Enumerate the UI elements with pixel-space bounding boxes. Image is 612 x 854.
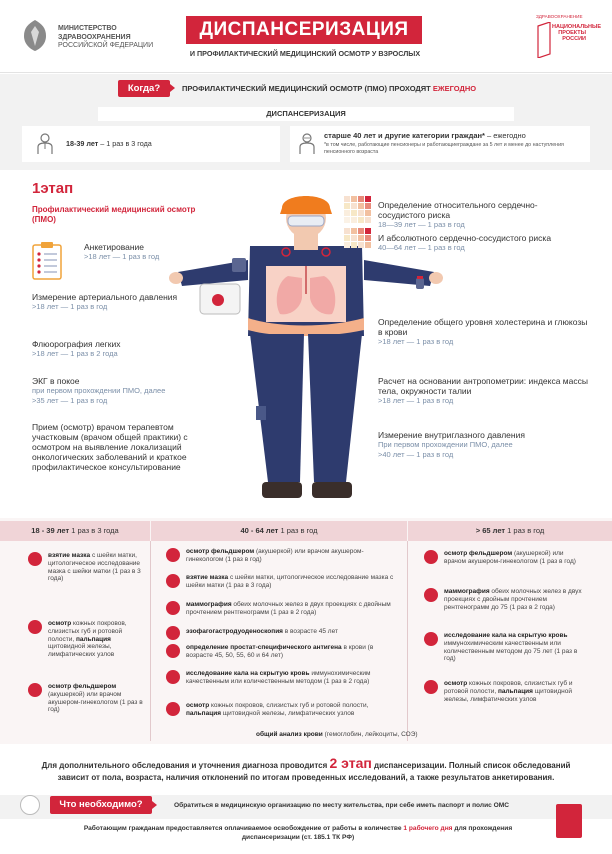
- cell-text: обеих молочных желез в двух проекциях с двойным прочтением рентгенограмм до 75 (1 раз в 2 года): [444, 588, 582, 611]
- cell-bold: осмотр: [48, 620, 72, 627]
- table-head: [408, 521, 612, 541]
- exam-icon: [166, 574, 180, 588]
- stage2-text: зависит от пола, возраста, наличия отклонений по итогам проведенных исследований, а также результатов анкетирования.: [57, 773, 555, 782]
- table-cell: [186, 574, 400, 590]
- table-cell: [186, 548, 400, 564]
- passport-icon: [20, 795, 40, 815]
- table-head-freq: 1 раз в 3 года: [69, 526, 119, 535]
- person-icon: [36, 133, 54, 155]
- cell-bold: маммография: [186, 601, 232, 608]
- blood-test-row: [256, 731, 418, 738]
- table-cell: [186, 702, 400, 718]
- np-flag-icon: [536, 22, 552, 58]
- when-text-main: ПРОФИЛАКТИЧЕСКИЙ МЕДИЦИНСКИЙ ОСМОТР (ПМО) ПРОХОДЯТ: [182, 84, 433, 93]
- left-item: [32, 339, 182, 359]
- cell-text: иммунохимическим качественным или количественным методом до 75 лет (1 раз в год): [444, 639, 578, 663]
- cell-text: кожных покровов, слизистых губ и ротовой полости,: [444, 680, 573, 695]
- right-item-title: Определение относительного сердечно-сосудистого риска: [378, 200, 538, 220]
- arrow-right-icon: [170, 84, 175, 92]
- cell-text: в возрасте 45 лет: [282, 628, 338, 635]
- table-cell: [48, 620, 144, 659]
- when-frequency: ЕЖЕГОДНО: [432, 84, 477, 93]
- right-item-sub: 18—39 лет — 1 раз в год: [378, 220, 465, 229]
- right-item: [378, 200, 578, 230]
- card-young-text: [66, 139, 152, 148]
- table-cell: [186, 628, 400, 636]
- stage2-text: диспансеризации. Полный список обследований: [371, 761, 571, 770]
- cell-text: (гемоглобин, лейкоциты, СОЭ): [322, 731, 418, 738]
- cell-bold: эзофагогастродуоденоскопия: [186, 628, 283, 635]
- card-old-title: старше 40 лет и другие категории граждан*: [324, 131, 485, 140]
- cell-bold: осмотр фельдшером: [186, 548, 255, 555]
- left-item-title: ЭКГ в покое: [32, 376, 80, 386]
- ministry-logo: [20, 18, 180, 58]
- exam-icon: [28, 620, 42, 634]
- test-tube-icon: [414, 276, 426, 290]
- cell-text: щитовидной железы, лимфатических узлов: [221, 709, 355, 717]
- right-item-sub: >40 лет — 1 раз в год: [378, 449, 454, 459]
- exam-icon: [424, 550, 438, 564]
- national-projects-logo: [530, 12, 602, 62]
- clipboard-icon: [30, 240, 64, 280]
- left-item-title: Флюорография легких: [32, 339, 121, 349]
- when-label: Когда?: [118, 80, 170, 97]
- arrow-right-icon: [152, 801, 157, 809]
- cell-text: иммунохимическим качественным или количественным методом (1 раз в 2 года): [186, 670, 371, 685]
- exam-icon: [166, 644, 180, 658]
- dispensary-heading: ДИСПАНСЕРИЗАЦИЯ: [98, 107, 514, 121]
- cell-text: кожных покровов, слизистых губ и ротовой полости,: [48, 620, 127, 643]
- cell-text: обеих молочных желез в двух проекциях с двойным прочтением рентгенограмм (1 раз в 2 года): [186, 601, 391, 616]
- np-line: НАЦИОНАЛЬНЫЕ: [552, 24, 602, 30]
- np-line: ПРОЕКТЫ: [558, 30, 586, 37]
- cell-text: (акушеркой) или врачом акушером- гинекологом (1 раз в год): [186, 548, 364, 563]
- left-item: [32, 292, 182, 312]
- right-item: [378, 317, 588, 347]
- risk-grid-icon: [344, 228, 372, 252]
- card-old-text: [324, 131, 526, 140]
- cell-bold: осмотр: [444, 680, 468, 687]
- cell-bold: пальпация: [186, 709, 221, 717]
- right-item-title: Определение общего уровня холестерина и глюкозы в крови: [378, 317, 588, 337]
- emblem-icon: [20, 18, 50, 52]
- exam-icon: [166, 626, 180, 640]
- table-head-age: 40 - 64 лет: [240, 526, 279, 535]
- stage1-title: 1этап: [32, 180, 74, 197]
- page-subtitle: И ПРОФИЛАКТИЧЕСКИЙ МЕДИЦИНСКИЙ ОСМОТР У ВЗРОСЛЫХ: [189, 49, 421, 58]
- table-head-freq: 1 раз в год: [278, 526, 318, 535]
- cell-bold: взятие мазка: [186, 574, 229, 581]
- ministry-line: МИНИСТЕРСТВО: [58, 25, 117, 32]
- exam-icon: [166, 548, 180, 562]
- header-divider: [0, 72, 612, 73]
- elderly-person-icon: [298, 133, 316, 155]
- table-head: [151, 521, 407, 541]
- exam-icon: [424, 588, 438, 602]
- np-main-label: [552, 24, 602, 43]
- ministry-line: РОССИЙСКОЙ ФЕДЕРАЦИИ: [58, 42, 154, 49]
- table-cell: [48, 683, 144, 714]
- cell-bold: осмотр фельдшером: [48, 683, 117, 690]
- exam-icon: [28, 552, 42, 566]
- card-old: [290, 126, 590, 162]
- card-old-freq: – ежегодно: [484, 131, 526, 140]
- cell-bold: общий анализ крови: [256, 731, 323, 738]
- exam-icon: [166, 702, 180, 716]
- table-head: [0, 521, 150, 541]
- table-cell: [444, 588, 584, 611]
- cell-text: в крови (в возрасте 45, 50, 55, 60 и 64 лет): [186, 644, 374, 659]
- np-line: РОССИИ: [562, 36, 586, 43]
- table-cell: [444, 680, 584, 703]
- cell-bold: пальпация: [497, 687, 533, 695]
- cell-text: щитовидной железы, лимфатических узлов: [48, 643, 115, 659]
- cell-text: кожных покровов, слизистых губ и ротовой полости,: [209, 702, 369, 709]
- column-divider: [150, 541, 151, 741]
- cell-bold: пальпация: [75, 635, 111, 643]
- right-item-title: Измерение внутриглазного давления: [378, 430, 525, 440]
- left-item-sub: >18 лет — 1 раз в год: [84, 252, 160, 261]
- right-item-sub: >18 лет — 1 раз в год: [378, 396, 454, 405]
- footer-text: Работающим гражданам предоставляется оплачиваемое освобождение от работы в количестве: [83, 825, 404, 832]
- card-young-age: 18-39 лет: [66, 139, 99, 148]
- card-young: [22, 126, 280, 162]
- footer-note: [48, 824, 548, 842]
- cell-text: щитовидной железы, лимфатических узлов: [444, 687, 573, 703]
- right-item-sub: При первом прохождении ПМО, далее: [378, 440, 513, 449]
- table-head-freq: 1 раз в год: [505, 526, 545, 535]
- right-item: [378, 430, 588, 459]
- left-item-title: Измерение артериального давления: [32, 292, 178, 302]
- risk-grid-icon: [344, 196, 372, 226]
- np-top-label: ЗДРАВООХРАНЕНИЕ: [536, 14, 583, 19]
- stage2-note: [40, 757, 572, 784]
- right-item-sub: 40—64 лет — 1 раз в год: [378, 243, 465, 252]
- cell-bold: исследование кала на скрытую кровь: [186, 670, 310, 677]
- cell-bold: осмотр: [186, 702, 210, 709]
- stage1-subtitle: Профилактический медицинский осмотр (ПМО): [32, 205, 196, 224]
- card-old-note: *в том числе, работающие пенсионеры и работающиеграждане за 5 лет и менее до наступления пенсионного возраста: [324, 142, 564, 155]
- exam-icon: [28, 683, 42, 697]
- table-cell: [444, 632, 584, 663]
- left-item-sub: при первом прохождении ПМО, далее: [32, 386, 166, 395]
- table-head-age: > 65 лет: [475, 526, 506, 535]
- cell-bold: взятие мазка: [48, 552, 91, 559]
- cell-text: (акушеркой) или врачом акушером-гинекологом (1 раз в год): [444, 550, 576, 565]
- cell-text: (акушеркой) или врачом акушером-гинекологом (1 раз в год): [48, 690, 143, 714]
- footer-text: для прохождения: [452, 825, 513, 832]
- right-item: [378, 233, 588, 253]
- cell-text: с шейки матки, цитологическое исследование мазка с шейки матки (1 раз в 3 года): [186, 574, 394, 589]
- left-item-sub: >18 лет — 1 раз в 2 года: [32, 349, 118, 358]
- when-text: [182, 84, 476, 93]
- stage2-highlight: 2 этап: [329, 755, 372, 771]
- table-cell: [48, 552, 144, 583]
- ministry-name: [58, 25, 153, 51]
- need-label: Что необходимо?: [50, 796, 152, 814]
- cell-bold: маммография: [444, 588, 490, 595]
- right-item-sub: >18 лет — 1 раз в год: [378, 337, 454, 346]
- exam-icon: [424, 680, 438, 694]
- card-young-freq: – 1 раз в 3 года: [98, 139, 152, 148]
- right-item-title: Расчет на основании антропометрии: индекса массы тела, окружности талии: [378, 376, 588, 396]
- cell-bold: исследование кала на скрытую кровь: [444, 632, 568, 639]
- ministry-line: ЗДРАВООХРАНЕНИЯ: [58, 33, 131, 41]
- table-cell: [444, 550, 584, 566]
- cell-text: с шейки матки, цитологическое исследование мазка с шейки матки (1 раз в 3 года): [48, 552, 141, 583]
- right-item: [378, 376, 588, 406]
- right-item-title: И абсолютного сердечно-сосудистого риска: [378, 233, 552, 243]
- left-item-title: Прием (осмотр) врачом терапевтом участковым (врачом общей практики) с осмотром на выявление локализаций онкологических заболеваний и краткое профилактическое консультирование: [32, 422, 188, 472]
- table-cell: [186, 644, 400, 660]
- table-cell: [186, 601, 400, 617]
- left-item-sub: >35 лет — 1 раз в год: [32, 395, 108, 405]
- left-item-sub: >18 лет — 1 раз в год: [32, 302, 108, 311]
- labor-code-book-icon: [556, 804, 582, 838]
- footer-highlight: 1 рабочего дня: [403, 825, 453, 832]
- stage2-text: Для дополнительного обследования и уточнения диагноза проводится: [41, 761, 330, 770]
- exam-icon: [424, 632, 438, 646]
- cell-bold: осмотр фельдшером: [444, 550, 513, 557]
- cell-bold: определение простат-специфического антигена: [186, 644, 342, 651]
- table-head-age: 18 - 39 лет: [31, 526, 70, 535]
- exam-icon: [166, 670, 180, 684]
- left-item-title: Анкетирование: [84, 242, 145, 252]
- need-text: Обратиться в медицинскую организацию по месту жительства, при себе иметь паспорт и полис ОМС: [174, 802, 510, 809]
- column-divider: [407, 541, 408, 741]
- exam-icon: [166, 601, 180, 615]
- footer-text: диспансеризации (ст. 185.1 ТК РФ): [241, 834, 355, 841]
- table-cell: [186, 670, 400, 686]
- page-title: ДИСПАНСЕРИЗАЦИЯ: [186, 16, 422, 44]
